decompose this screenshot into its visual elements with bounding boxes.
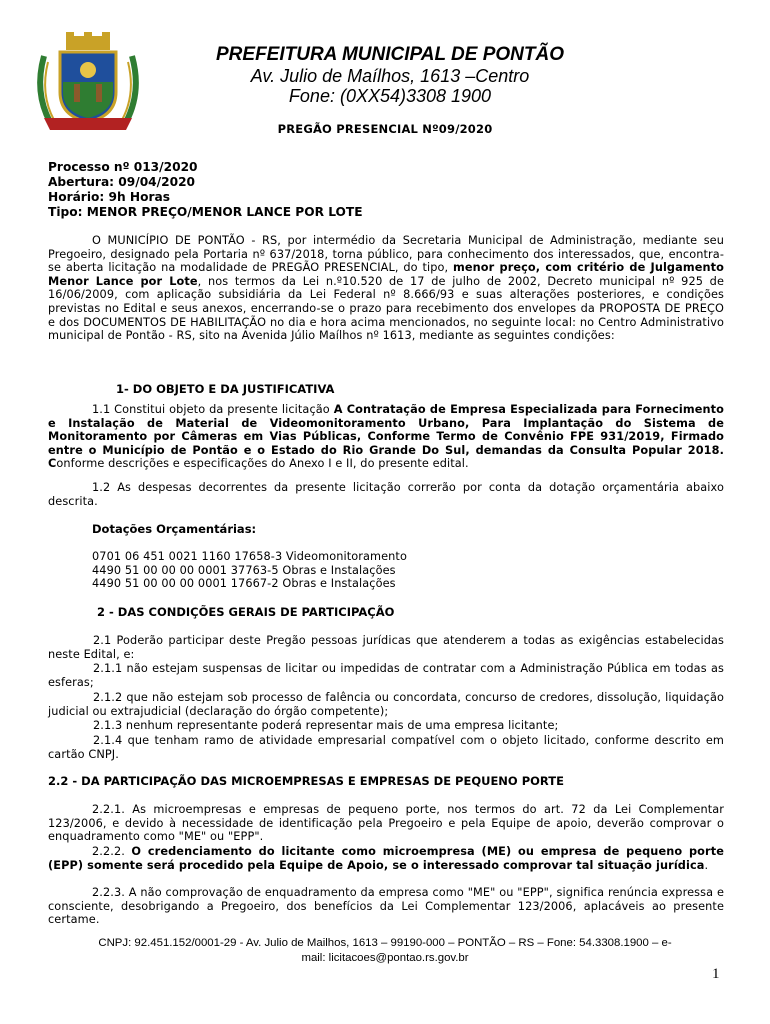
intro-bold: menor preço, com critério de Julgamento Menor Lance por Lote xyxy=(48,261,724,288)
p222-end: . xyxy=(704,858,709,872)
dotacao-item: 0701 06 451 0021 1160 17658-3 Videomonitoramento xyxy=(92,550,407,563)
dotacoes-heading: Dotações Orçamentárias: xyxy=(92,522,257,536)
intro-text-end: , nos termos da Lei n.º10.520 de 17 de julho de 2002, Decreto municipal nº 925 de 16/06/2009, com aplicação subsidiária da Lei Federal nº 8.666/93 e suas alterações posteriores, e condições previstas no Edital e seus anexos, encerrando-se o prazo para recebimento dos envelopes da PROPOSTA DE PREÇO e dos DOCUMENTOS DE HABILITAÇÃO no dia e hora acima mencionados, no seguinte local: no Centro Administrativo municipal de Pontão - RS, sito na Avenida Júlio Maílhos nº 1613, mediante as seguintes condições: xyxy=(48,274,724,343)
process-meta xyxy=(48,160,363,220)
paragraph-1-2: 1.2 As despesas decorrentes da presente licitação correrão por conta da dotação orçamentária abaixo descrita. xyxy=(48,481,724,508)
municipal-coat-of-arms-icon xyxy=(30,32,146,132)
p11-text: 1.1 Constitui objeto da presente licitação xyxy=(92,403,334,416)
meta-processo: Processo nº 013/2020 xyxy=(48,160,198,174)
header-phone: Fone: (0XX54)3308 1900 xyxy=(288,86,492,106)
dotacao-item: 4490 51 00 00 00 0001 17667-2 Obras e Instalações xyxy=(92,577,396,591)
intro-paragraph xyxy=(48,234,724,343)
paragraph-2-1-2: 2.1.2 que não estejam sob processo de falência ou concordata, concurso de credores, dissolução, liquidação judicial ou extrajudicial (declaração do órgão competente); xyxy=(48,691,724,718)
dotacao-item: 4490 51 00 00 00 0001 37763-5 Obras e Instalações xyxy=(92,563,396,577)
page-number: 1 xyxy=(712,966,720,982)
p11-bold: A Contratação de Empresa Especializada para Fornecimento e Instalação de Material de Videomonitoramento Urbano, Para Implantação do Sistema de Monitoramento por Câmeras em Vias Públicas, Conforme Termo de Convênio FPE 931/2019, Firmado entre o Município de Pontão e o Estado do Rio Grande Do Sul, demandas da Consulta Popular 2018. C xyxy=(48,403,724,471)
footer-line-2: mail: licitacoes@pontao.rs.gov.br xyxy=(301,952,469,964)
paragraph-2-2-3: 2.2.3. A não comprovação de enquadramento da empresa como "ME" ou "EPP", significa renúncia expressa e consciente, desobrigando a Pregoeiro, dos benefícios da Lei Complementar 123/2006, aplacáveis ao presente certame. xyxy=(48,886,724,927)
p222-bold: O credenciamento do licitante como microempresa (ME) ou empresa de pequeno porte (EPP) somente será procedido pela Equipe de Apoio, se o interessado comprovar tal situação jurídica xyxy=(48,845,724,872)
header-title: PREFEITURA MUNICIPAL DE PONTÃO xyxy=(216,44,564,65)
paragraph-2-1-3: 2.1.3 nenhum representante poderá representar mais de uma empresa licitante; xyxy=(93,719,559,732)
footer-line-1: CNPJ: 92.451.152/0001-29 - Av. Julio de Mailhos, 1613 – 99190-000 – PONTÃO – RS – Fone: 54.3308.1900 – e- xyxy=(98,937,672,949)
intro-text: O MUNICÍPIO DE PONTÃO - RS, por intermédio da Secretaria Municipal de Administração, mediante seu Pregoeiro, designado pela Portaria nº 637/2018, torna público, para conhecimento dos interessados, que, encontra-se aberta licitação na modalidade de PREGÃO PRESENCIAL, do tipo, xyxy=(48,234,724,275)
paragraph-2-1-4: 2.1.4 que tenham ramo de atividade empresarial compatível com o objeto licitado, conforme descrito em cartão CNPJ. xyxy=(48,734,724,761)
paragraph-1-1 xyxy=(48,403,724,471)
paragraph-2-1-1: 2.1.1 não estejam suspensas de licitar ou impedidas de contratar com a Administração Pública em todas as esferas; xyxy=(48,662,724,689)
pregao-title: PREGÃO PRESENCIAL Nº09/2020 xyxy=(277,122,493,136)
p222-number: 2.2.2. xyxy=(92,845,132,858)
section-2-2-heading: 2.2 - DA PARTICIPAÇÃO DAS MICROEMPRESAS E EMPRESAS DE PEQUENO PORTE xyxy=(48,774,564,788)
footer xyxy=(40,936,730,966)
section-1-heading: 1- DO OBJETO E DA JUSTIFICATIVA xyxy=(116,382,335,396)
meta-horario: Horário: 9h Horas xyxy=(48,190,170,204)
meta-tipo: Tipo: MENOR PREÇO/MENOR LANCE POR LOTE xyxy=(48,205,363,219)
meta-abertura: Abertura: 09/04/2020 xyxy=(48,175,196,189)
paragraph-2-2-1: 2.2.1. As microempresas e empresas de pequeno porte, nos termos do art. 72 da Lei Complementar 123/2006, e devido à necessidade de identificação pela Pregoeiro e pela Equipe de apoio, deverão comprovar o enquadramento como "ME" ou "EPP". xyxy=(48,803,724,844)
paragraph-2-2-2 xyxy=(48,845,724,872)
p11-text-end: onforme descrições e especificações do Anexo I e II, do presente edital. xyxy=(56,457,469,471)
paragraph-2-1: 2.1 Poderão participar deste Pregão pessoas jurídicas que atenderem a todas as exigências estabelecidas neste Edital, e: xyxy=(48,634,724,661)
dotacoes-list xyxy=(92,550,692,591)
header-address: Av. Julio de Maílhos, 1613 –Centro xyxy=(250,66,530,86)
section-2-heading: 2 - DAS CONDIÇÕES GERAIS DE PARTICIPAÇÃO xyxy=(97,605,395,619)
